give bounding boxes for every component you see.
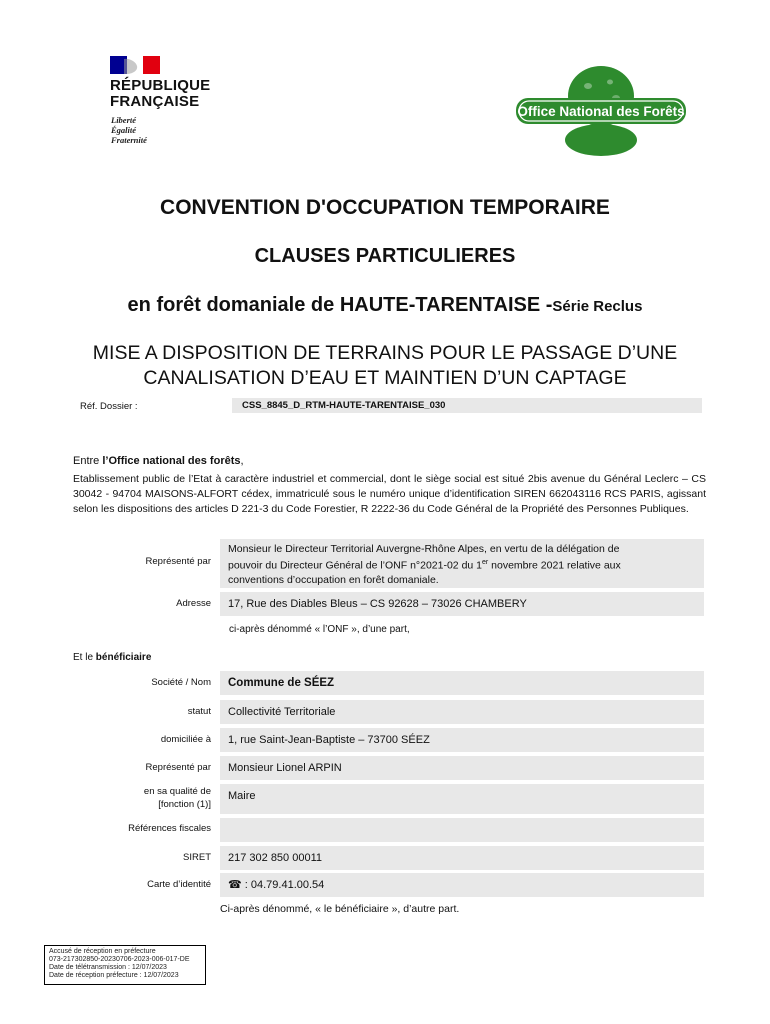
onf-description: Etablissement public de l’Etat à caractère industriel et commercial, dont le siège social est situé 2bis avenue du Général Leclerc – CS 30042 - 94704 MAISONS-ALFORT cédex, immatriculé sous le numéro unique d’identification SIREN 662043116 RCS PARIS, agissant selon les dispositions des articles D 221-3 du Code Forestier, R 2222-36 du Code Général de la Propriété des Personnes Publiques. [73, 473, 706, 515]
beneficiary-intro: Et le bénéficiaire [73, 652, 152, 663]
statut-value: Collectivité Territoriale [220, 700, 704, 724]
siret-value: 217 302 850 00011 [220, 846, 704, 870]
document-subtitle-forest: en forêt domaniale de HAUTE-TARENTAISE -Série Reclus [127, 294, 643, 316]
fiscales-value [220, 818, 704, 842]
reference-label: Réf. Dossier : [80, 401, 138, 412]
onf-tree-icon [516, 64, 686, 156]
onf-hereafter-note: ci-après dénommé « l’ONF », d’une part, [229, 624, 410, 635]
prefecture-receipt-stamp: Accusé de réception en préfecture 073-217302850-20230706-2023-006-017-DE Date de télétransmission : 12/07/2023 Date de réception préfecture : 12/07/2023 [44, 945, 206, 985]
reference-value: CSS_8845_D_RTM-HAUTE-TARENTAISE_030 [232, 398, 702, 413]
domicile-label: domiciliée à [160, 734, 211, 745]
republic-name: RÉPUBLIQUE FRANÇAISE [110, 77, 211, 110]
societe-value: Commune de SÉEZ [220, 671, 704, 695]
represente-label: Représenté par [145, 762, 211, 773]
republique-francaise-logo [110, 56, 240, 151]
onf-party-intro: Entre l’Office national des forêts, [73, 455, 244, 467]
domicile-value: 1, rue Saint-Jean-Baptiste – 73700 SÉEZ [220, 728, 704, 752]
onf-represented-value: Monsieur le Directeur Territorial Auvergne-Rhône Alpes, en vertu de la délégation de pouvoir du Directeur Général de l’ONF n°2021-02 du 1er novembre 2021 relative aux conventions d’occupation en forêt domaniale. [220, 539, 704, 588]
societe-label: Société / Nom [151, 677, 211, 688]
onf-address-value: 17, Rue des Diables Bleus – CS 92628 – 73026 CHAMBERY [220, 592, 704, 616]
onf-represented-label: Représenté par [145, 556, 211, 567]
onf-address-label: Adresse [176, 598, 211, 609]
qualite-label: en sa qualité de [fonction (1)] [143, 786, 211, 810]
fiscales-label: Références fiscales [128, 823, 211, 834]
marianne-flag-icon [110, 56, 160, 74]
beneficiary-hereafter-note: Ci-après dénommé, « le bénéficiaire », d’autre part. [220, 903, 460, 915]
document-title: CONVENTION D'OCCUPATION TEMPORAIRE [160, 196, 610, 219]
carte-value: ☎ : 04.79.41.00.54 [220, 873, 704, 897]
republic-motto: Liberté Égalité Fraternité [111, 115, 147, 145]
onf-logo-text: Office National des Forêts [517, 104, 685, 119]
qualite-value: Maire [220, 784, 704, 814]
represente-value: Monsieur Lionel ARPIN [220, 756, 704, 780]
document-purpose: MISE A DISPOSITION DE TERRAINS POUR LE PASSAGE D’UNE CANALISATION D’EAU ET MAINTIEN D’UN CAPTAGE [92, 342, 678, 389]
document-subtitle-clauses: CLAUSES PARTICULIERES [254, 245, 516, 267]
phone-icon: ☎ [228, 879, 242, 891]
siret-label: SIRET [183, 852, 211, 863]
carte-label: Carte d’identité [147, 879, 211, 890]
onf-logo [516, 64, 686, 156]
statut-label: statut [187, 706, 211, 717]
